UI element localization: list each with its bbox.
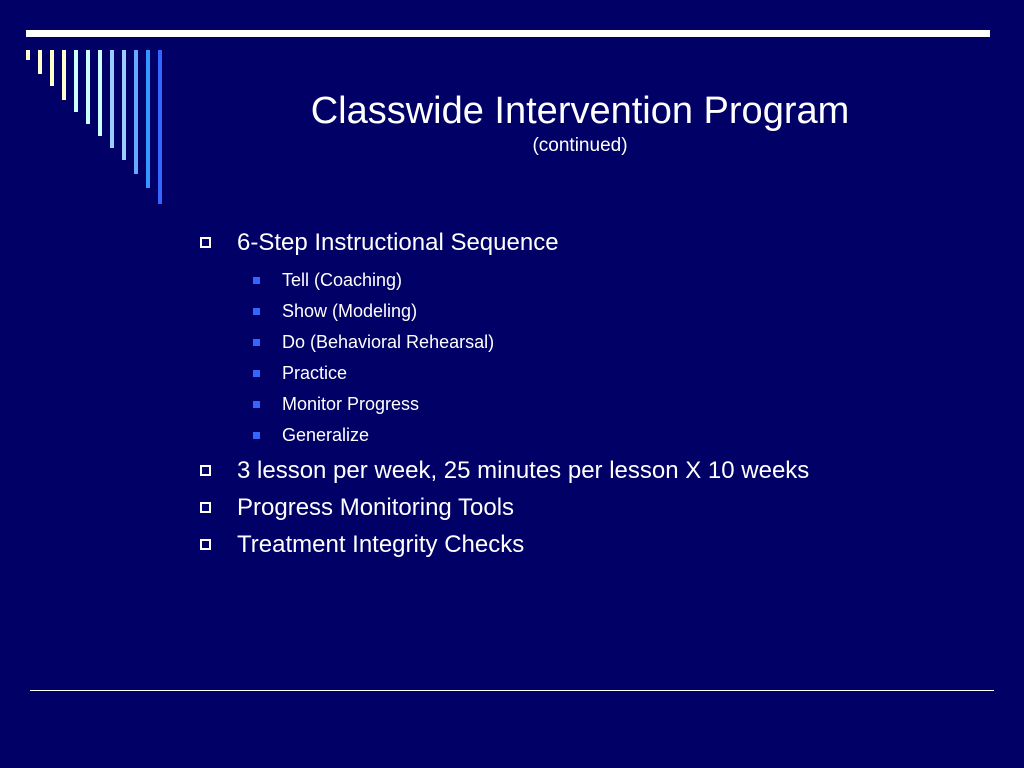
- bullet-item: [200, 530, 960, 560]
- sub-bullet-list: [200, 265, 960, 451]
- slide-subtitle: (continued): [532, 135, 628, 156]
- stripe: [98, 50, 102, 136]
- filled-square-bullet-icon: [253, 432, 260, 439]
- stripe: [158, 50, 162, 204]
- sub-bullet-label: Practice: [282, 363, 348, 383]
- stripe: [26, 50, 30, 60]
- sub-bullet-item: [200, 358, 960, 389]
- stripe: [110, 50, 114, 148]
- filled-square-bullet-icon: [253, 370, 260, 377]
- filled-square-bullet-icon: [253, 308, 260, 315]
- bottom-rule: [30, 690, 994, 691]
- sub-bullet-label: Show (Modeling): [282, 301, 418, 321]
- stripe: [134, 50, 138, 174]
- filled-square-bullet-icon: [253, 401, 260, 408]
- bullet-label: 6-Step Instructional Sequence: [237, 229, 559, 256]
- sub-bullet-label: Monitor Progress: [282, 394, 420, 414]
- filled-square-bullet-icon: [253, 339, 260, 346]
- sub-bullet-item: [200, 389, 960, 420]
- sub-bullet-item: [200, 420, 960, 451]
- stripe: [122, 50, 126, 160]
- sub-bullet-item: [200, 265, 960, 296]
- bullet-item: [200, 456, 960, 486]
- stripe: [62, 50, 66, 100]
- hollow-square-bullet-icon: [200, 237, 211, 248]
- decorative-stripes: [0, 0, 180, 220]
- sub-bullet-item: [200, 296, 960, 327]
- slide-title: Classwide Intervention Program: [310, 90, 850, 132]
- sub-bullet-label: Tell (Coaching): [282, 270, 403, 290]
- stripe: [74, 50, 78, 112]
- bullet-list: [200, 228, 960, 567]
- stripe: [50, 50, 54, 86]
- bullet-item: [200, 493, 960, 523]
- bullet-label: Treatment Integrity Checks: [237, 531, 525, 558]
- filled-square-bullet-icon: [253, 277, 260, 284]
- bullet-label: Progress Monitoring Tools: [237, 494, 515, 521]
- bullet-label: 3 lesson per week, 25 minutes per lesson X 10 weeks: [237, 457, 810, 484]
- bullet-item: [200, 228, 960, 258]
- title-block: [240, 88, 920, 158]
- sub-bullet-label: Generalize: [282, 425, 370, 445]
- sub-bullet-item: [200, 327, 960, 358]
- hollow-square-bullet-icon: [200, 502, 211, 513]
- stripe: [146, 50, 150, 188]
- stripe: [86, 50, 90, 124]
- hollow-square-bullet-icon: [200, 539, 211, 550]
- sub-bullet-label: Do (Behavioral Rehearsal): [282, 332, 495, 352]
- hollow-square-bullet-icon: [200, 465, 211, 476]
- stripe: [38, 50, 42, 74]
